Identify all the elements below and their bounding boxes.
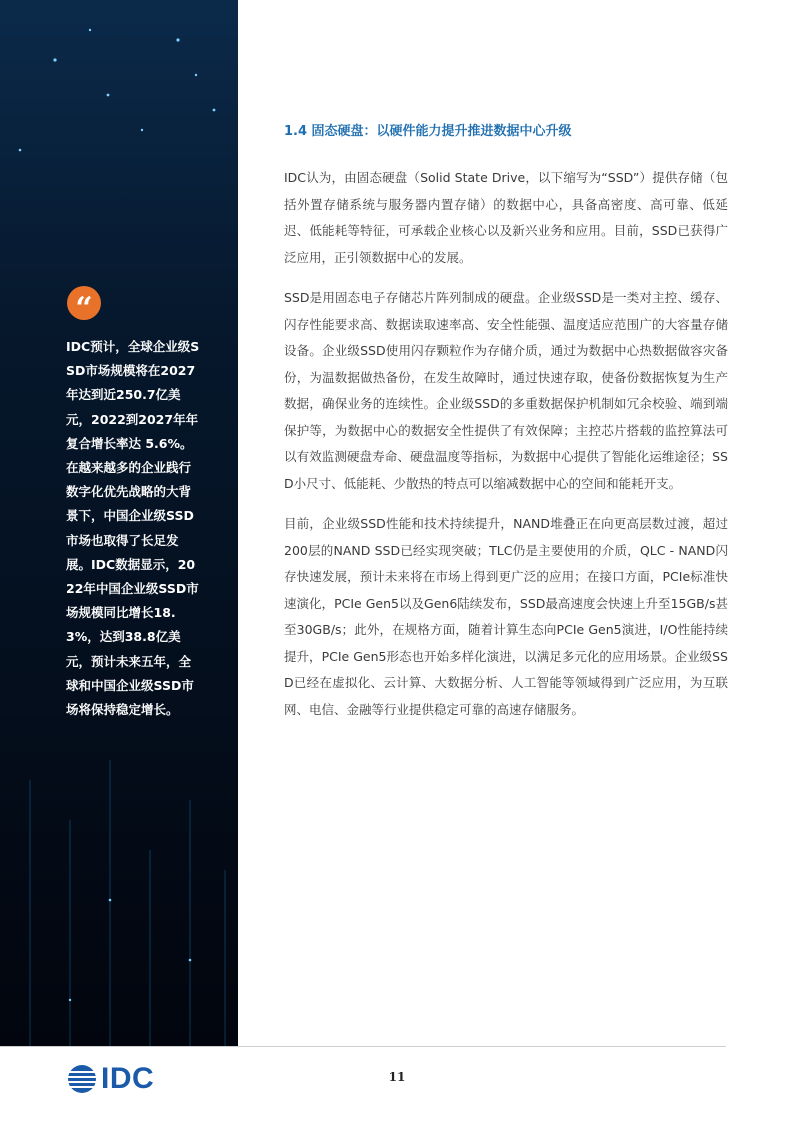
quote-icon: “	[67, 286, 101, 320]
idc-globe-icon	[67, 1064, 97, 1094]
idc-logo	[67, 1062, 154, 1096]
logo-text: IDC	[101, 1062, 155, 1095]
pull-quote: IDC预计，全球企业级SSD市场规模将在2027年达到近250.7亿美元，2022到2027年年复合增长率达 5.6%。在越来越多的企业践行数字化优先战略的大背景下，中国企业级SSD市场也取得了长足发展。IDC数据显示，2022年中国企业级SSD市场规模同比增长18.3%，达到38.8亿美元，预计未来五年，全球和中国企业级SSD市场将保持稳定增长。	[66, 339, 200, 718]
paragraph-ssd-trends: 目前，企业级SSD性能和技术持续提升，NAND堆叠正在向更高层数过渡，超过200层的NAND SSD已经实现突破；TLC仍是主要使用的介质，QLC - NAND闪存快速发展，预计未来将在市场上得到更广泛的应用；在接口方面，PCIe标准快速演化，PCIe Gen5以及Gen6陆续发布，SSD最高速度会快速上升至15GB/s甚至30GB/s；此外，在规格方面，随着计算生态向PCIe Gen5演进，I/O性能持续提升，PCIe Gen5形态也开始多样化演进，以满足多元化的应用场景。企业级SSD已经在虚拟化、云计算、大数据分析、人工智能等领域得到广泛应用，为互联网、电信、金融等行业提供稳定可靠的高速存储服务。	[284, 516, 728, 717]
section-title: 1.4 固态硬盘：以硬件能力提升推进数据中心升级	[284, 124, 572, 139]
paragraph-intro: IDC认为，由固态硬盘（Solid State Drive，以下缩写为“SSD”）提供存储（包括外置存储系统与服务器内置存储）的数据中心，具备高密度、高可靠、低延迟、低能耗等特征，可承载企业核心以及新兴业务和应用。目前，SSD已获得广泛应用，正引领数据中心的发展。	[284, 170, 728, 265]
sidebar-quote-panel	[0, 0, 238, 1046]
main-content	[284, 120, 728, 737]
page-number: 11	[388, 1070, 406, 1084]
footer-divider	[0, 1046, 726, 1047]
paragraph-ssd-definition: SSD是用固态电子存储芯片阵列制成的硬盘。企业级SSD是一类对主控、缓存、闪存性能要求高、数据读取速率高、安全性能强、温度适应范围广的大容量存储设备。企业级SSD使用闪存颗粒作为存储介质，通过为数据中心热数据做容灾备份，为温数据做热备份，在发生故障时，通过快速存取，使备份数据恢复为生产数据，确保业务的连续性。企业级SSD的多重数据保护机制如冗余校验、端到端保护等，为数据中心的数据安全性提供了有效保障；主控芯片搭载的监控算法可以有效监测硬盘寿命、硬盘温度等指标，为数据中心提供了智能化运维途径；SSD小尺寸、低能耗、少散热的特点可以缩减数据中心的空间和能耗开支。	[284, 290, 728, 491]
